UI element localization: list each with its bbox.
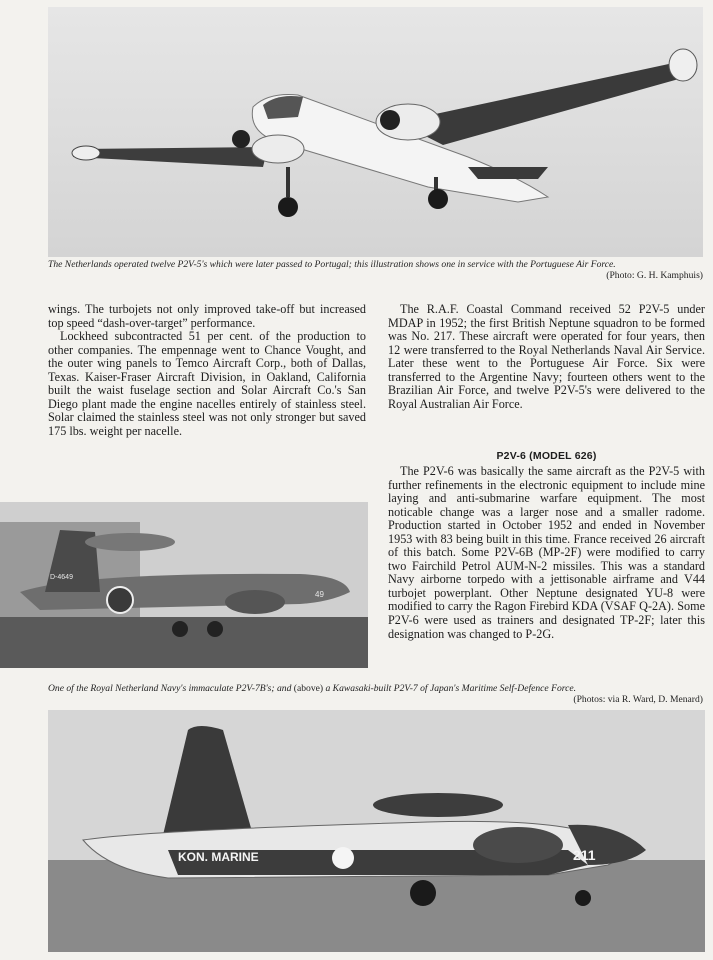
lower-photo-caption-above: (above): [293, 683, 324, 694]
kawasaki-p2v7-aircraft-illustration: [0, 502, 368, 668]
aircraft-tail-number: 49: [315, 590, 324, 599]
rnln-p2v7b-aircraft-illustration: [48, 710, 705, 952]
article-right-column-bottom: [388, 465, 705, 641]
left-column-paragraph-2: Lockheed subcontracted 51 per cent. of the production to other companies. The empennage went to Chance Vought, and the outer wing panels to Temco Aircraft Corp., both of Dallas, Texas. Kaiser-Fraser Aircraft Division, in Oakland, California built the waist fuselage section and Solar Aircraft Co.'s San Diego plant made the engine nacelles entirely of stainless steel. Solar claimed the stainless steel was not only stronger but saved 175 lbs. weight per nacelle.: [48, 329, 366, 438]
left-column-paragraph-1: wings. The turbojets not only improved take-off but increased top speed “dash-over-target” performance.: [48, 302, 366, 330]
top-photo-caption: [48, 259, 703, 281]
photo-rnln-p2v7b: [48, 710, 705, 952]
article-right-column-top: [388, 303, 705, 411]
section-subheading: P2V-6 (MODEL 626): [496, 450, 597, 462]
lower-photo-caption-part1: One of the Royal Netherland Navy's immaculate P2V-7B's; and: [48, 683, 292, 694]
fuselage-marking: KON. MARINE: [178, 850, 259, 864]
lower-photo-caption-part2: a Kawasaki-built P2V-7 of Japan's Maritime Self-Defence Force.: [325, 683, 577, 694]
photo-kawasaki-p2v7: [0, 502, 368, 668]
top-photo-credit: (Photo: G. H. Kamphuis): [606, 270, 703, 281]
aircraft-code-letters: D-4649: [50, 574, 73, 581]
lower-photo-credit: (Photos: via R. Ward, D. Menard): [573, 694, 703, 705]
right-column-paragraph-2: The P2V-6 was basically the same aircraft as the P2V-5 with further refinements in the electronic equipment to include mine laying and anti-submarine warfare equipment. The most noticable change was a larger nose and a smaller radome. Production started in October 1952 and ended in November 1953 with 83 being built in this time. France received 26 aircraft of this batch. Some P2V-6B (MP-2F) were modified to carry two Fairchild Petrol AUM-N-2 missiles. This was a standard Navy airborne torpedo with a jettisonable airframe and V44 turbojet powerplant. Other Neptune designated YU-8 were modified to carry the Ragon Firebird KDA (VSAF Q-2A). Some P2V-6 were used as trainers and designated TP-2F; later this designation was changed to P-2G.: [388, 464, 705, 641]
top-photo-caption-text: The Netherlands operated twelve P2V-5's which were later passed to Portugal; this illustration shows one in service with the Portuguese Air Force.: [48, 259, 616, 270]
nose-number: 211: [573, 847, 596, 863]
right-column-paragraph-1: The R.A.F. Coastal Command received 52 P2V-5 under MDAP in 1952; the first British Neptune squadron to be formed was No. 217. These aircraft were operated for four years, then 12 were transferred to the Royal Netherlands Naval Air Service. Later these went to the Portuguese Air Force. Six were transferred to the Argentine Navy; fourteen others went to the Brazilian Air Force, and twelve P2V-5's were delivered to the Royal Australian Air Force.: [388, 302, 705, 411]
photo-p2v5-portuguese: [48, 7, 703, 257]
lower-photo-caption: [48, 683, 703, 705]
article-left-column: [48, 303, 366, 438]
p2v5-aircraft-illustration: [48, 7, 703, 257]
